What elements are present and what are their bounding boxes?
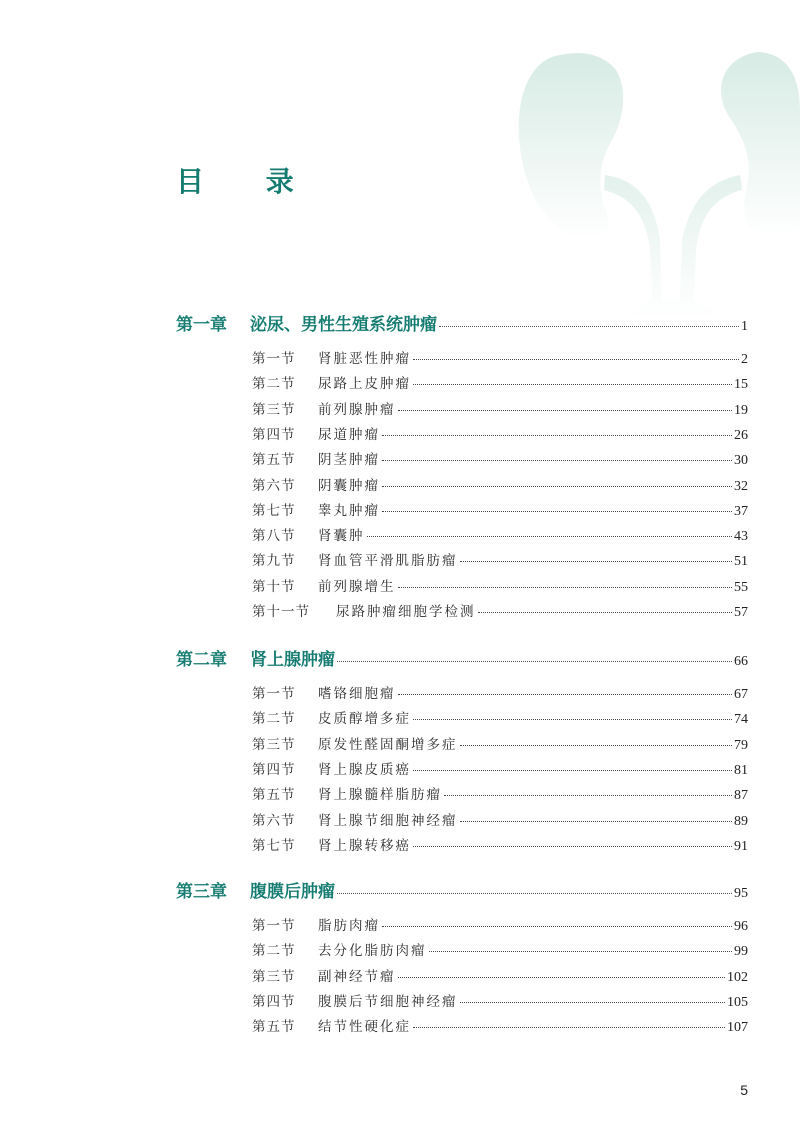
section-title: 阴囊肿瘤 bbox=[318, 477, 380, 494]
dot-leader bbox=[413, 1026, 725, 1028]
toc-section-entry[interactable] bbox=[252, 733, 748, 754]
section-number: 第二节 bbox=[252, 711, 296, 728]
section-page-number: 51 bbox=[734, 554, 748, 570]
toc-section-entry[interactable] bbox=[252, 939, 748, 960]
chapter-page-number: 66 bbox=[734, 654, 748, 669]
section-page-number: 67 bbox=[734, 687, 748, 702]
section-title: 嗜铬细胞瘤 bbox=[318, 686, 396, 702]
section-number: 第八节 bbox=[252, 528, 296, 545]
toc-section-entry[interactable] bbox=[252, 914, 748, 935]
dot-leader bbox=[413, 358, 739, 360]
toc-chapter-entry[interactable] bbox=[176, 877, 748, 902]
toc-section-entry[interactable] bbox=[252, 809, 748, 830]
ureter-shape bbox=[604, 175, 742, 318]
chapter-number: 第二章 bbox=[176, 650, 227, 670]
toc-section-entry[interactable] bbox=[252, 549, 748, 570]
toc-section-entry[interactable] bbox=[252, 965, 748, 986]
section-page-number: 37 bbox=[734, 503, 748, 519]
section-number: 第二节 bbox=[252, 943, 296, 960]
dot-leader bbox=[398, 586, 733, 588]
toc-section-entry[interactable] bbox=[252, 524, 748, 545]
toc-section-entry[interactable] bbox=[252, 372, 748, 393]
dot-leader bbox=[337, 660, 732, 662]
section-number: 第六节 bbox=[252, 812, 296, 829]
dot-leader bbox=[367, 535, 733, 537]
section-number: 第九节 bbox=[252, 553, 296, 570]
section-number: 第四节 bbox=[252, 993, 296, 1010]
dot-leader bbox=[429, 950, 733, 952]
dot-leader bbox=[413, 845, 732, 847]
section-title: 肾脏恶性肿瘤 bbox=[318, 351, 411, 367]
kidney-illustration-watermark bbox=[0, 0, 800, 330]
section-title: 尿道肿瘤 bbox=[318, 426, 380, 443]
section-page-number: 96 bbox=[734, 919, 748, 934]
toc-section-entry[interactable] bbox=[252, 783, 748, 804]
section-title: 肾血管平滑肌脂肪瘤 bbox=[318, 553, 458, 570]
section-page-number: 87 bbox=[734, 788, 748, 804]
section-page-number: 2 bbox=[741, 352, 748, 367]
dot-leader bbox=[382, 510, 732, 512]
dot-leader bbox=[413, 383, 732, 385]
section-title: 去分化脂肪肉瘤 bbox=[318, 943, 427, 960]
section-number: 第五节 bbox=[252, 452, 296, 469]
dot-leader bbox=[460, 744, 733, 746]
section-page-number: 81 bbox=[734, 762, 748, 778]
section-page-number: 99 bbox=[734, 944, 748, 960]
section-title: 原发性醛固酮增多症 bbox=[318, 736, 458, 753]
toc-chapter-entry[interactable] bbox=[176, 310, 748, 335]
section-title: 尿路上皮肿瘤 bbox=[318, 376, 411, 393]
dot-leader bbox=[444, 794, 732, 796]
section-number: 第五节 bbox=[252, 1019, 296, 1036]
section-number: 第一节 bbox=[252, 918, 296, 934]
section-number: 第十一节 bbox=[252, 604, 310, 620]
dot-leader bbox=[478, 611, 733, 613]
chapter-page-number: 1 bbox=[741, 319, 748, 334]
toc-section-entry[interactable] bbox=[252, 682, 748, 703]
dot-leader bbox=[382, 485, 732, 487]
section-title: 肾上腺髓样脂肪瘤 bbox=[318, 787, 442, 804]
section-number: 第一节 bbox=[252, 351, 296, 367]
dot-leader bbox=[439, 325, 739, 327]
section-page-number: 30 bbox=[734, 453, 748, 469]
section-page-number: 15 bbox=[734, 377, 748, 393]
section-title: 肾上腺节细胞神经瘤 bbox=[318, 812, 458, 829]
section-title: 前列腺增生 bbox=[318, 578, 396, 595]
section-number: 第四节 bbox=[252, 426, 296, 443]
section-title: 肾上腺皮质癌 bbox=[318, 761, 411, 778]
toc-section-entry[interactable] bbox=[252, 499, 748, 520]
dot-leader bbox=[413, 769, 732, 771]
toc-section-entry[interactable] bbox=[252, 1015, 748, 1036]
section-page-number: 32 bbox=[734, 478, 748, 494]
section-page-number: 105 bbox=[727, 994, 748, 1010]
dot-leader bbox=[382, 434, 732, 436]
toc-section-entry[interactable] bbox=[252, 834, 748, 855]
section-page-number: 91 bbox=[734, 838, 748, 854]
dot-leader bbox=[460, 560, 733, 562]
section-number: 第四节 bbox=[252, 761, 296, 778]
chapter-page-number: 95 bbox=[734, 886, 748, 901]
dot-leader bbox=[398, 409, 733, 411]
dot-leader bbox=[337, 892, 732, 894]
section-number: 第七节 bbox=[252, 837, 296, 854]
section-page-number: 102 bbox=[727, 969, 748, 985]
section-number: 第一节 bbox=[252, 686, 296, 702]
section-page-number: 55 bbox=[734, 579, 748, 595]
toc-section-entry[interactable] bbox=[252, 347, 748, 368]
page-number: 5 bbox=[740, 1082, 748, 1098]
section-page-number: 57 bbox=[734, 605, 748, 620]
section-page-number: 89 bbox=[734, 813, 748, 829]
section-title: 副神经节瘤 bbox=[318, 968, 396, 985]
section-number: 第五节 bbox=[252, 787, 296, 804]
section-number: 第二节 bbox=[252, 376, 296, 393]
section-page-number: 43 bbox=[734, 529, 748, 545]
dot-leader bbox=[382, 925, 732, 927]
dot-leader bbox=[382, 459, 732, 461]
section-number: 第六节 bbox=[252, 477, 296, 494]
toc-section-entry[interactable] bbox=[252, 990, 748, 1011]
section-page-number: 74 bbox=[734, 712, 748, 728]
toc-chapter-entry[interactable] bbox=[176, 645, 748, 670]
page-title: 目 录 bbox=[176, 165, 320, 198]
section-title: 肾囊肿 bbox=[318, 528, 365, 545]
section-page-number: 19 bbox=[734, 402, 748, 418]
section-title: 腹膜后节细胞神经瘤 bbox=[318, 993, 458, 1010]
chapter-number: 第三章 bbox=[176, 882, 227, 902]
toc-section-entry[interactable] bbox=[252, 575, 748, 596]
toc-section-entry[interactable] bbox=[252, 423, 748, 444]
section-title: 结节性硬化症 bbox=[318, 1019, 411, 1036]
chapter-number: 第一章 bbox=[176, 315, 227, 335]
section-title: 阴茎肿瘤 bbox=[318, 452, 380, 469]
dot-leader bbox=[460, 820, 733, 822]
chapter-title: 腹膜后肿瘤 bbox=[250, 882, 335, 902]
toc-section-entry[interactable] bbox=[252, 474, 748, 495]
section-number: 第三节 bbox=[252, 736, 296, 753]
section-title: 肾上腺转移癌 bbox=[318, 837, 411, 854]
section-title: 脂肪肉瘤 bbox=[318, 918, 380, 934]
chapter-title: 泌尿、男性生殖系统肿瘤 bbox=[250, 315, 437, 335]
section-number: 第七节 bbox=[252, 502, 296, 519]
section-page-number: 79 bbox=[734, 737, 748, 753]
dot-leader bbox=[460, 1001, 726, 1003]
section-number: 第三节 bbox=[252, 401, 296, 418]
left-kidney-shape bbox=[519, 53, 624, 240]
toc-section-entry[interactable] bbox=[252, 707, 748, 728]
section-title: 尿路肿瘤细胞学检测 bbox=[336, 604, 476, 620]
toc-section-entry[interactable] bbox=[252, 758, 748, 779]
section-title: 皮质醇增多症 bbox=[318, 711, 411, 728]
right-kidney-shape bbox=[721, 52, 800, 237]
section-page-number: 26 bbox=[734, 427, 748, 443]
chapter-title: 肾上腺肿瘤 bbox=[250, 650, 335, 670]
section-number: 第三节 bbox=[252, 968, 296, 985]
toc-section-entry[interactable] bbox=[252, 398, 748, 419]
dot-leader bbox=[398, 693, 733, 695]
dot-leader bbox=[413, 718, 732, 720]
section-page-number: 107 bbox=[727, 1020, 748, 1036]
section-number: 第十节 bbox=[252, 578, 296, 595]
toc-section-entry[interactable] bbox=[252, 448, 748, 469]
section-title: 前列腺肿瘤 bbox=[318, 401, 396, 418]
toc-section-entry[interactable] bbox=[252, 600, 748, 621]
dot-leader bbox=[398, 976, 726, 978]
section-title: 睾丸肿瘤 bbox=[318, 502, 380, 519]
